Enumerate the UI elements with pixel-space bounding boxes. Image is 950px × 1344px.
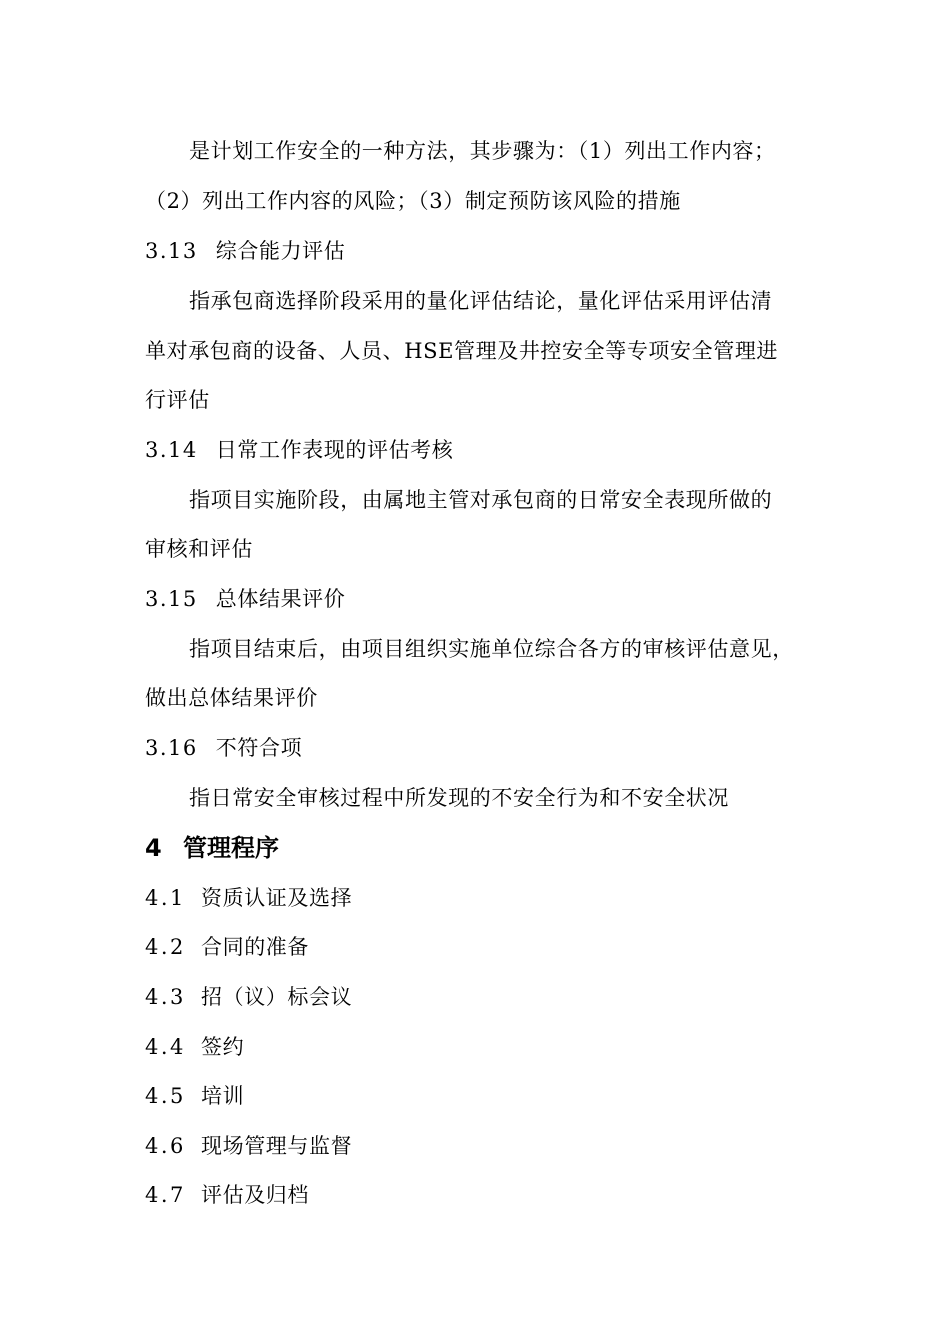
subsection-number: 4.4 bbox=[145, 1035, 186, 1059]
subsection-number: 4.3 bbox=[145, 985, 186, 1009]
subsection-number: 4.7 bbox=[145, 1183, 186, 1207]
paragraph-line: 指项目结束后，由项目组织实施单位综合各方的审核评估意见， bbox=[189, 637, 794, 661]
subsection-title: 培训 bbox=[201, 1084, 245, 1108]
subsection-title: 资质认证及选择 bbox=[201, 886, 353, 910]
subsection-number: 4.1 bbox=[145, 886, 186, 910]
paragraph-line: 是计划工作安全的一种方法，其步骤为：（1）列出工作内容； bbox=[189, 139, 776, 163]
subsection-title: 评估及归档 bbox=[201, 1183, 309, 1207]
subsection-item bbox=[145, 983, 352, 1011]
chapter-heading bbox=[145, 833, 279, 863]
subsection-item bbox=[145, 1082, 244, 1110]
section-title: 综合能力评估 bbox=[215, 239, 346, 263]
subsection-number: 4.2 bbox=[145, 935, 186, 959]
section-number: 3.15 bbox=[145, 587, 198, 611]
subsection-title: 合同的准备 bbox=[201, 935, 309, 959]
section-number: 3.13 bbox=[145, 239, 198, 263]
section-heading-3-15 bbox=[145, 585, 345, 613]
subsection-number: 4.6 bbox=[145, 1134, 186, 1158]
section-title: 不符合项 bbox=[215, 736, 303, 760]
paragraph-line: 做出总体结果评价 bbox=[145, 686, 318, 710]
subsection-item bbox=[145, 1033, 244, 1061]
chapter-number: 4 bbox=[145, 834, 162, 862]
paragraph-line: 指承包商选择阶段采用的量化评估结论，量化评估采用评估清 bbox=[189, 289, 773, 313]
paragraph-line: 行评估 bbox=[145, 388, 210, 412]
subsection-item bbox=[145, 1132, 352, 1160]
section-heading-3-14 bbox=[145, 436, 453, 464]
paragraph-line: 指日常安全审核过程中所发现的不安全行为和不安全状况 bbox=[189, 786, 729, 810]
paragraph-line: 审核和评估 bbox=[145, 537, 253, 561]
paragraph-line: 指项目实施阶段，由属地主管对承包商的日常安全表现所做的 bbox=[189, 488, 773, 512]
subsection-number: 4.5 bbox=[145, 1084, 186, 1108]
section-number: 3.14 bbox=[145, 438, 198, 462]
section-heading-3-16 bbox=[145, 734, 302, 762]
section-heading-3-13 bbox=[145, 237, 345, 265]
section-title: 日常工作表现的评估考核 bbox=[215, 438, 454, 462]
subsection-title: 招（议）标会议 bbox=[201, 985, 353, 1009]
subsection-item bbox=[145, 884, 352, 912]
subsection-title: 签约 bbox=[201, 1035, 245, 1059]
section-title: 总体结果评价 bbox=[215, 587, 346, 611]
subsection-title: 现场管理与监督 bbox=[201, 1134, 353, 1158]
subsection-item bbox=[145, 933, 309, 961]
paragraph-line: （2）列出工作内容的风险；（3）制定预防该风险的措施 bbox=[145, 189, 681, 213]
subsection-item bbox=[145, 1181, 309, 1209]
paragraph-line: 单对承包商的设备、人员、HSE管理及井控安全等专项安全管理进 bbox=[145, 339, 779, 363]
chapter-title: 管理程序 bbox=[183, 834, 279, 862]
section-number: 3.16 bbox=[145, 736, 198, 760]
